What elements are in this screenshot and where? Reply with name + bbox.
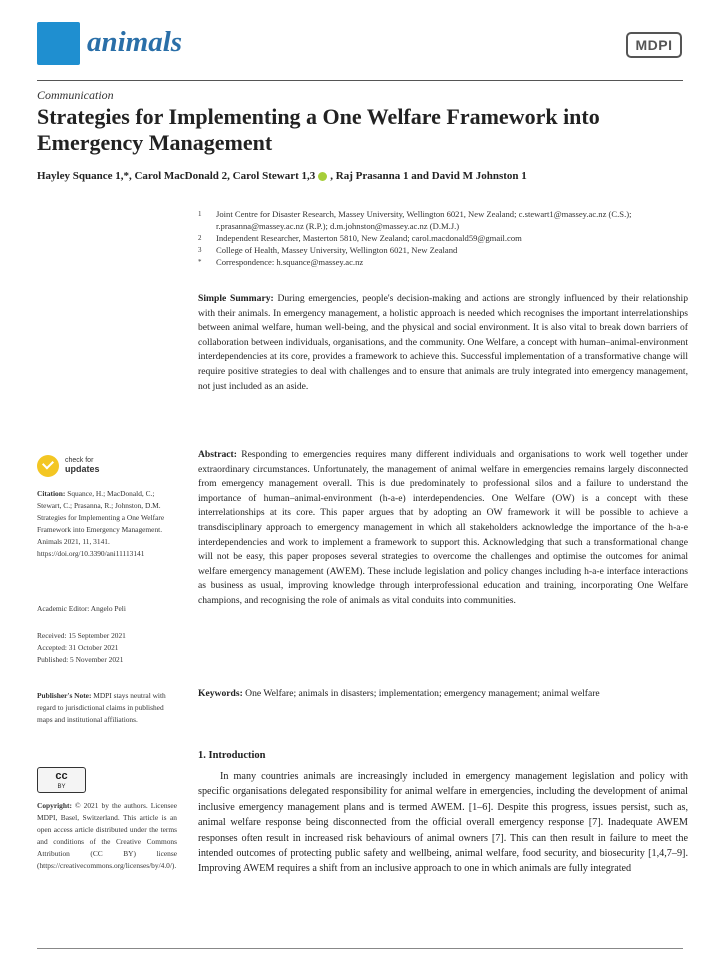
orcid-icon[interactable] <box>318 172 327 181</box>
published-date: Published: 5 November 2021 <box>37 655 124 664</box>
note-label: Publisher's Note: <box>37 691 92 700</box>
article-title: Strategies for Implementing a One Welfare Framework into Emergency Management <box>37 104 600 155</box>
cc-by-license-icon[interactable]: cc BY <box>37 767 86 793</box>
check-line2: updates <box>65 464 100 474</box>
keywords <box>198 687 688 702</box>
abstract-text: Responding to emergencies requires many different individuals and organisations to work well together under extraordinary circumstances. Unfortunately, the management of animal welfare in emergencies remains largely disconnected from emergency management overall. This is due predominately to professional silos and a failure to understand the importance of human–animal-environment (h-a-e) interdependencies. One Welfare (OW) is a concept with these interrelationships at its core. This paper argues that by adopting an OW framework it will be possible to achieve a transdisciplinary approach to emergency management in which all stakeholders acknowledge the importance of the h-a-e interdependencies and work to implement a framework to support this. Acknowledging that such a transformational change will not be easy, this paper proposes several strategies to overcome the challenges and optimise the outcomes for animal welfare emergency management (AWEM). These include legislation and policy changes including h-a-e interface interactions as business as usual, improving knowledge through interprofessional education and training, incorporating One Welfare champions, and recognising the role of animals as vital conduits into communities. <box>198 449 688 606</box>
received-date: Received: 15 September 2021 <box>37 631 126 640</box>
mdpi-logo: MDPI <box>626 32 682 58</box>
publisher-note <box>37 690 177 726</box>
copyright-block <box>37 800 177 872</box>
author-list: Hayley Squance 1,*, Carol MacDonald 2, Carol Stewart 1,3 , Raj Prasanna 1 and David M Johnston 1 <box>37 170 527 182</box>
keywords-label: Keywords: <box>198 688 243 699</box>
summary-text: During emergencies, people's decision-making and actions are strongly influenced by their relationship with their animals. In emergency management, a holistic approach is needed which recognises the important interrelationships between animal welfare, human well-being, and the physical and social environment. It is also vital to break down barriers of collaboration between individuals, organisations, and the community. One Welfare, a concept with human–animal-environment interdependencies at its core, provides a framework to achieve this. Successful implementation of a transformative change will require positive strategies to deal with challenges and to ensure that animals are truly integrated into emergency management, not just included as an aside. <box>198 293 689 392</box>
affiliation-item: 3 College of Health, Massey University, Wellington 6021, New Zealand <box>198 245 458 255</box>
journal-name: animals <box>87 26 183 58</box>
introduction-body <box>198 769 688 877</box>
accepted-date: Accepted: 31 October 2021 <box>37 643 119 652</box>
citation-text: Squance, H.; MacDonald, C.; Stewart, C.; Prasanna, R.; Johnston, D.M. Strategies for Implementing a One Welfare Framework into Emergency Management. Animals 2021, 11, 3141. https://doi.org/10.3390/ani11113141 <box>37 489 165 558</box>
copyright-label: Copyright: <box>37 801 72 810</box>
section-heading: 1. Introduction <box>198 750 266 761</box>
affiliation-item: * Correspondence: h.squance@massey.ac.nz <box>198 257 364 267</box>
summary-label: Simple Summary: <box>198 293 274 304</box>
check-icon <box>37 455 59 477</box>
copyright-text: © 2021 by the authors. Licensee MDPI, Basel, Switzerland. This article is an open access article distributed under the terms and conditions of the Creative Commons Attribution (CC BY) license (https://creativecommons.org/licenses/by/4.0/). <box>37 801 177 870</box>
keywords-text: One Welfare; animals in disasters; implementation; emergency management; animal welfare <box>245 688 600 699</box>
footer-divider <box>37 948 683 949</box>
intro-paragraph: In many countries animals are increasingly included in emergency management legislation and policy with specific organisations delegated responsibility for animal welfare in emergencies, including the development of animal inclusive emergency management plans and is termed AWEM. [1–6]. Despite this progress, issues persist, such as, animal welfare response being disconnected from the official overall emergency response [7]. Inadequate AWEM responses often result in increased risk behaviours of animal owners [7]. This can then result in failure to meet the intended outcomes of protecting public safety and wellbeing, animal welfare, food security, and biosecurity [1,4,7–9]. Improving AWEM requires a shift from an inclusive approach to one in which animals are fully integrated <box>198 771 688 875</box>
affiliation-item: 2 Independent Researcher, Masterton 5810, New Zealand; carol.macdonald59@gmail.com <box>198 233 522 243</box>
affiliation-item: 1 Joint Centre for Disaster Research, Massey University, Wellington 6021, New Zealand; c.stewart1@massey.ac.nz (C.S.); r.prasanna@massey.ac.nz (R.P.); d.m.johnston@massey.ac.nz (D.M.J.) <box>198 209 632 231</box>
affiliations <box>198 208 688 268</box>
header-divider <box>37 80 683 81</box>
authors-tail: Raj Prasanna 1 and David M Johnston 1 <box>335 170 527 182</box>
citation-label: Citation: <box>37 489 66 498</box>
abstract-label: Abstract: <box>198 449 237 460</box>
check-for-updates-badge[interactable] <box>37 455 100 477</box>
authors-text: Hayley Squance 1,*, Carol MacDonald 2, Carol Stewart 1,3 <box>37 170 316 182</box>
abstract <box>198 448 688 609</box>
publication-dates <box>37 630 177 666</box>
article-type: Communication <box>37 88 114 102</box>
simple-summary <box>198 292 688 394</box>
academic-editor: Academic Editor: Angelo Peli <box>37 604 126 613</box>
journal-logo-icon <box>37 22 80 65</box>
check-line1: check for <box>65 457 94 464</box>
note-text: MDPI stays neutral with regard to jurisdictional claims in published maps and institutional affiliations. <box>37 691 166 724</box>
citation-block <box>37 488 177 560</box>
